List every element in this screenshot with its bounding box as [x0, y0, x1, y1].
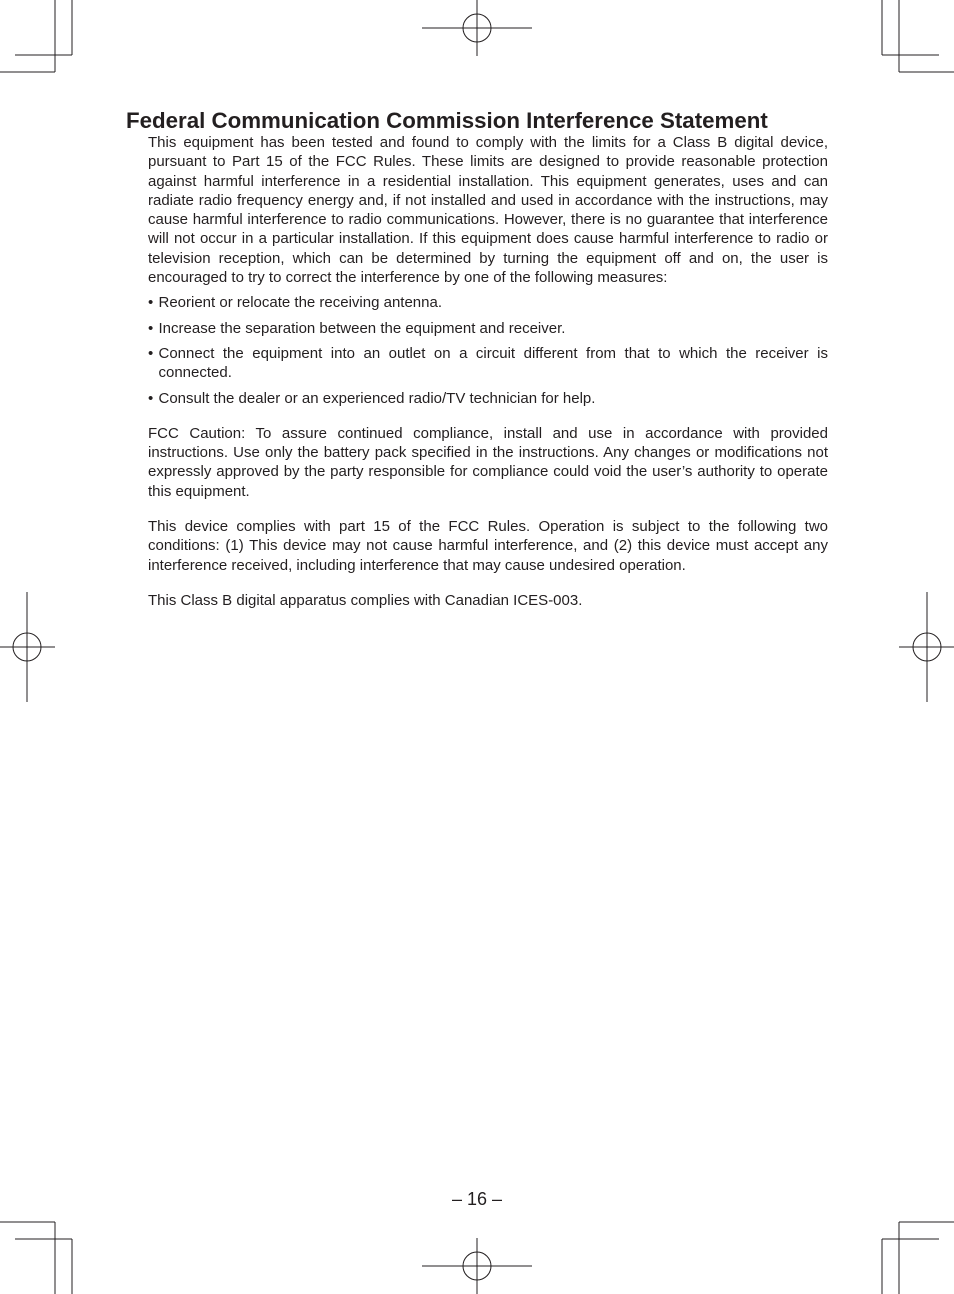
crop-mark-bottom-left	[0, 1222, 72, 1294]
measures-list	[148, 293, 828, 407]
crop-mark-bottom-right	[882, 1222, 954, 1294]
crop-mark-top-left	[0, 0, 72, 72]
bullet: •	[148, 344, 154, 362]
bullet: •	[148, 389, 154, 407]
page-number: – 16 –	[451, 1189, 503, 1209]
fcc-caution-paragraph: FCC Caution: To assure continued compliance, install and use in accordance with provided instructions. Use only the battery pack specified in the instructions. Any changes or modifications not expressly approved by the party responsible for compliance could void the user’s authority to operate this equipment.	[148, 424, 828, 500]
registration-mark-right	[899, 592, 954, 702]
intro-paragraph: This equipment has been tested and found to comply with the limits for a Class B digital device, pursuant to Part 15 of the FCC Rules. These limits are designed to provide reasonable protection against harmful interference in a residential installation. This equipment generates, uses and can radiate radio frequency energy and, if not installed and used in accordance with the instructions, may cause harmful interference to radio communications. However, there is no guarantee that interference will not occur in a particular installation. If this equipment does cause harmful interference to radio or television reception, which can be determined by turning the equipment off and on, the user is encouraged to try to correct the interference by one of the following measures:	[148, 134, 828, 287]
registration-mark-left	[0, 592, 55, 702]
bullet: •	[148, 319, 154, 337]
list-item: • Reorient or relocate the receiving antenna.	[148, 294, 443, 312]
bullet: •	[148, 294, 154, 312]
statement-body	[148, 133, 828, 610]
crop-mark-top-right	[882, 0, 954, 72]
ices-paragraph: This Class B digital apparatus complies with Canadian ICES-003.	[148, 591, 583, 609]
registration-mark-bottom	[422, 1238, 532, 1294]
list-item: • Consult the dealer or an experienced radio/TV technician for help.	[148, 389, 596, 407]
compliance-paragraph: This device complies with part 15 of the FCC Rules. Operation is subject to the following two conditions: (1) This device may not cause harmful interference, and (2) this device must accept any interference received, including interference that may cause undesired operation.	[148, 518, 828, 574]
list-item: • Connect the equipment into an outlet on a circuit different from that to which the receiver is connected.	[148, 344, 828, 382]
registration-mark-top	[422, 0, 532, 56]
page-title: Federal Communication Commission Interference Statement	[126, 108, 768, 133]
list-item: • Increase the separation between the equipment and receiver.	[148, 319, 566, 337]
